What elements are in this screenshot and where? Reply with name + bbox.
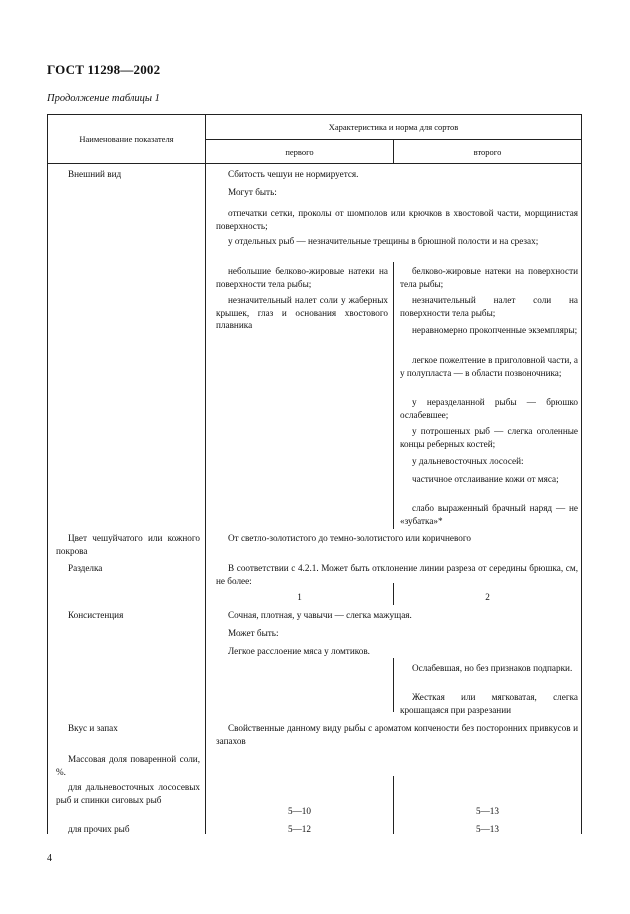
appearance-second-6: у потрошеных рыб — слегка оголенные концы реберных костей;	[400, 426, 578, 449]
salt-sub-far-eastern: для дальневосточных лососевых рыб и спинки сиговых рыб	[56, 782, 200, 805]
row-name-salt: Массовая доля поваренной соли, %.	[56, 754, 200, 777]
header-characteristic: Характеристика и норма для сортов	[328, 122, 459, 132]
cutting-both: В соответствии с 4.2.1. Может быть отклонение линии разреза от середины брюшка, см, не более:	[216, 563, 578, 586]
appearance-first-2: незначительный налет соли у жаберных крышек, глаз и основания хвостового плавника	[216, 295, 388, 330]
document-title: ГОСТ 11298—2002	[47, 62, 161, 77]
table-top-rule	[47, 114, 582, 115]
grade-divider-consistency	[393, 658, 394, 712]
row-name-consistency: Консистенция	[68, 610, 124, 620]
salt-sub-other: для прочих рыб	[68, 824, 130, 834]
appearance-second-7: у дальневосточных лососей:	[412, 456, 524, 466]
appearance-second-1: белково-жировые натеки на поверхности тела рыбы;	[400, 266, 578, 289]
appearance-both-3: отпечатки сетки, проколы от шомполов или крючков в хвостовой части, морщинистая поверхность;	[216, 208, 578, 231]
appearance-second-5: у неразделанной рыбы — брюшко ослабевшее;	[400, 397, 578, 420]
indicator-column-rule	[205, 114, 206, 834]
consistency-both-3: Легкое расслоение мяса у ломтиков.	[228, 646, 370, 656]
table-right-rule	[581, 114, 582, 834]
consistency-both-1: Сочная, плотная, у чавычи — слегка мажущая.	[228, 610, 412, 620]
salt-sub1-first-value: 5—10	[288, 806, 311, 816]
consistency-second-1: Ослабевшая, но без признаков подпарки.	[412, 663, 573, 673]
appearance-both-2: Могут быть:	[228, 187, 277, 197]
taste-both: Свойственные данному виду рыбы с ароматом копчености без посторонних привкусов и запахов	[216, 723, 578, 746]
consistency-second-2: Жесткая или мягковатая, слегка крошащаяся при разрезании	[400, 692, 578, 715]
appearance-both-4: у отдельных рыб — незначительные трещины в брюшной полости и на срезах;	[228, 236, 539, 246]
appearance-second-2: незначительный налет соли на поверхности тела рыбы;	[400, 295, 578, 318]
header-first-grade: первого	[285, 147, 314, 157]
appearance-second-4: легкое пожелтение в приголовной части, а у полупласта — в области позвоночника;	[400, 355, 578, 378]
salt-sub2-first-value: 5—12	[288, 824, 311, 834]
header-indicator: Наименование показателя	[79, 134, 174, 144]
appearance-second-9: слабо выраженный брачный наряд — не «зубатка»*	[400, 503, 578, 526]
header-second-grade: второго	[473, 147, 502, 157]
salt-sub2-second-value: 5—13	[476, 824, 499, 834]
header-bottom-rule	[47, 163, 582, 164]
row-name-cutting: Разделка	[68, 563, 103, 573]
salt-sub1-second-value: 5—13	[476, 806, 499, 816]
row-name-color: Цвет чешуйчатого или кожного покрова	[56, 533, 200, 556]
color-both: От светло-золотистого до темно-золотистого или коричневого	[228, 533, 471, 543]
table-continuation-label: Продолжение таблицы 1	[47, 93, 160, 104]
appearance-second-3: неравномерно прокопченные экземпляры;	[412, 325, 578, 335]
cutting-second-value: 2	[485, 592, 490, 602]
table-left-rule	[47, 114, 48, 834]
page-number: 4	[47, 853, 52, 864]
row-name-appearance: Внешний вид	[68, 169, 122, 179]
appearance-second-8: частичное отслаивание кожи от мяса;	[412, 474, 559, 484]
row-name-taste: Вкус и запах	[68, 723, 118, 733]
consistency-both-2: Может быть:	[228, 628, 279, 638]
grade-divider-appearance	[393, 262, 394, 529]
appearance-both-1: Сбитость чешуи не нормируется.	[228, 169, 359, 179]
appearance-first-1: небольшие белково-жировые натеки на поверхности тела рыбы;	[216, 266, 388, 289]
cutting-first-value: 1	[297, 592, 302, 602]
